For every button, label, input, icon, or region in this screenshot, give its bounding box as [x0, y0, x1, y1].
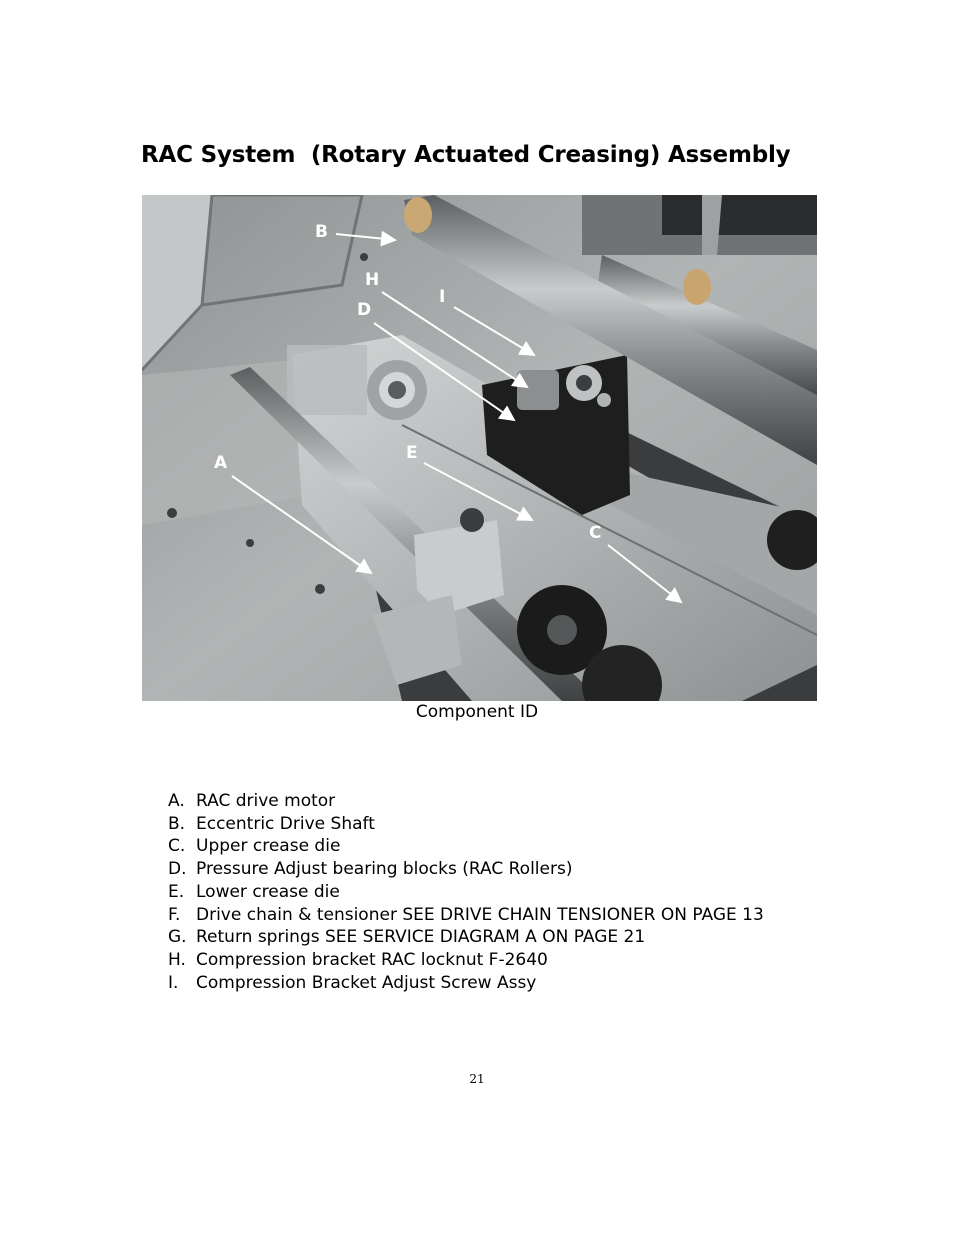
component-description: Return springs SEE SERVICE DIAGRAM A ON PAGE 21: [196, 927, 646, 948]
component-letter: I.: [168, 972, 179, 993]
component-item: [168, 813, 764, 836]
component-letter: B.: [168, 813, 186, 834]
callout-label: H: [365, 270, 380, 290]
callout-label: C: [589, 523, 602, 543]
component-description: Compression Bracket Adjust Screw Assy: [196, 972, 537, 993]
component-item: [168, 835, 764, 858]
adjust-knob: [517, 370, 559, 410]
component-description: RAC drive motor: [196, 791, 336, 811]
component-item: [168, 926, 764, 949]
component-description: Compression bracket RAC locknut F-2640: [196, 949, 548, 970]
component-description: Drive chain & tensioner SEE DRIVE CHAIN TENSIONER ON PAGE 13: [196, 904, 764, 925]
callout-label: D: [357, 300, 372, 320]
component-list: [168, 790, 764, 994]
page-number: 21: [469, 1072, 485, 1086]
component-item: [168, 949, 764, 972]
component-item: [168, 972, 764, 995]
component-description: Lower crease die: [196, 881, 340, 902]
component-letter: A.: [168, 791, 185, 811]
component-letter: D.: [168, 859, 187, 880]
component-description: Pressure Adjust bearing blocks (RAC Rollers): [196, 859, 573, 880]
callout-label: E: [406, 443, 418, 463]
component-letter: H.: [168, 949, 186, 970]
page-title: RAC System (Rotary Actuated Creasing) Assembly: [141, 142, 791, 168]
component-item: [168, 858, 764, 881]
component-letter: G.: [168, 927, 187, 948]
component-item: [168, 790, 764, 813]
component-item: [168, 881, 764, 904]
component-letter: C.: [168, 836, 186, 857]
component-item: [168, 904, 764, 927]
component-letter: E.: [168, 881, 185, 902]
callout-label: I: [439, 287, 446, 307]
figure-caption: Component ID: [415, 702, 539, 722]
machine-photo: [142, 195, 817, 701]
callout-label: B: [315, 222, 328, 242]
component-description: Eccentric Drive Shaft: [196, 813, 375, 834]
component-letter: F.: [168, 904, 181, 925]
callout-label: A: [214, 453, 228, 473]
component-description: Upper crease die: [196, 836, 341, 857]
